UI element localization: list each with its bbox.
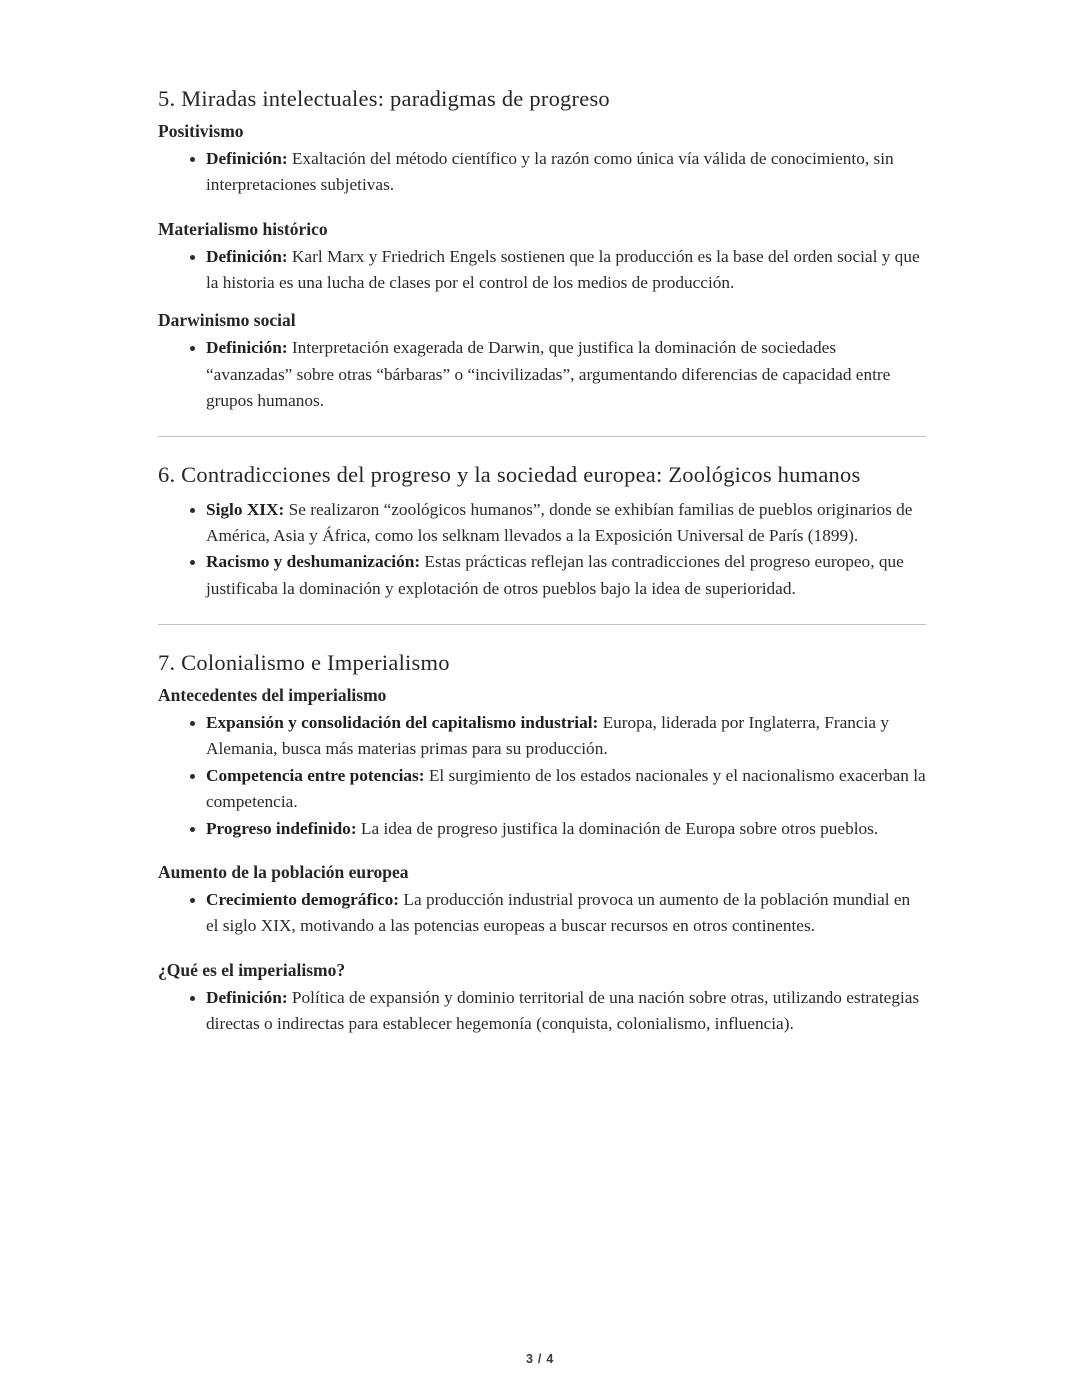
bullet-list	[158, 146, 926, 199]
section-5	[158, 84, 926, 414]
subsection-heading: Antecedentes del imperialismo	[158, 685, 387, 706]
list-item-text: Se realizaron “zoológicos humanos”, donde se exhibían familias de pueblos originarios de América, Asia y África, como los selknam llevados a la Exposición Universal de París (1899).	[206, 499, 913, 545]
bullet-list	[158, 335, 926, 414]
spacer	[158, 296, 926, 309]
list-item-text: La idea de progreso justifica la dominación de Europa sobre otros pueblos.	[356, 818, 879, 838]
list-item-text: Karl Marx y Friedrich Engels sostienen que la producción es la base del orden social y que la historia es una lucha de clases por el control de los medios de producción.	[206, 246, 920, 292]
spacer	[158, 602, 926, 624]
list-item-lead: Definición:	[206, 987, 288, 1007]
list-item	[158, 763, 926, 816]
subsection-heading: Darwinismo social	[158, 310, 296, 331]
section-heading: 5. Miradas intelectuales: paradigmas de progreso	[158, 86, 610, 111]
list-item	[158, 887, 926, 940]
spacer	[158, 625, 926, 648]
bullet-list	[158, 497, 926, 603]
list-item-text: Europa, liderada por Inglaterra, Francia y Alemania, busca más materias primas para su producción.	[206, 713, 890, 759]
list-item-text: Estas prácticas reflejan las contradicciones del progreso europeo, que justificaba la dominación y explotación de otros pueblos bajo la idea de superioridad.	[206, 552, 904, 598]
list-item-lead: Competencia entre potencias:	[206, 765, 425, 785]
section-7	[158, 648, 926, 1037]
list-item-text: Política de expansión y dominio territorial de una nación sobre otras, utilizando estrategias directas o indirectas para establecer hegemonía (conquista, colonialismo, influencia).	[206, 987, 920, 1033]
list-item	[158, 335, 926, 414]
list-item-text: El surgimiento de los estados nacionales y el nacionalismo exacerban la competencia.	[206, 765, 926, 812]
page-number-footer: 3 / 4	[525, 1352, 555, 1366]
subsection-heading: Positivismo	[158, 121, 244, 142]
list-item-lead: Racismo y deshumanización:	[206, 552, 421, 572]
bullet-list	[158, 985, 926, 1038]
list-item	[158, 497, 926, 550]
list-item	[158, 710, 926, 763]
subsection-heading: Materialismo histórico	[158, 218, 328, 239]
section-6	[158, 460, 926, 602]
list-item	[158, 816, 926, 842]
spacer	[158, 199, 926, 218]
list-item-lead: Expansión y consolidación del capitalismo industrial:	[206, 713, 599, 733]
bullet-list	[158, 887, 926, 940]
list-item	[158, 549, 926, 602]
spacer	[158, 414, 926, 436]
spacer	[158, 940, 926, 959]
list-item	[158, 244, 926, 297]
list-item-lead: Definición:	[206, 246, 288, 266]
section-heading: 7. Colonialismo e Imperialismo	[158, 650, 450, 676]
list-item-lead: Siglo XIX:	[206, 499, 285, 519]
subsection-heading: Aumento de la población europea	[158, 862, 409, 883]
bullet-list	[158, 710, 926, 842]
document-content	[158, 84, 926, 1037]
list-item-text: La producción industrial provoca un aumento de la población mundial en el siglo XIX, motivando a las potencias europeas a buscar recursos en otros continentes.	[206, 889, 911, 936]
list-item	[158, 985, 926, 1038]
subsection-heading: ¿Qué es el imperialismo?	[158, 959, 346, 980]
list-item-text: Exaltación del método científico y la razón como única vía válida de conocimiento, sin interpretaciones subjetivas.	[206, 148, 894, 195]
list-item	[158, 146, 926, 199]
section-heading: 6. Contradicciones del progreso y la sociedad europea: Zoológicos humanos	[158, 462, 861, 488]
list-item-lead: Progreso indefinido:	[206, 818, 357, 838]
spacer	[158, 437, 926, 460]
list-item-lead: Definición:	[206, 148, 288, 168]
list-item-lead: Definición:	[206, 338, 288, 358]
spacer	[158, 842, 926, 861]
bullet-list	[158, 244, 926, 297]
list-item-lead: Crecimiento demográfico:	[206, 889, 400, 909]
list-item-text: Interpretación exagerada de Darwin, que justifica la dominación de sociedades “avanzadas” sobre otras “bárbaras” o “incivilizadas”, argumentando diferencias de capacidad entre grupos humanos.	[206, 338, 891, 410]
